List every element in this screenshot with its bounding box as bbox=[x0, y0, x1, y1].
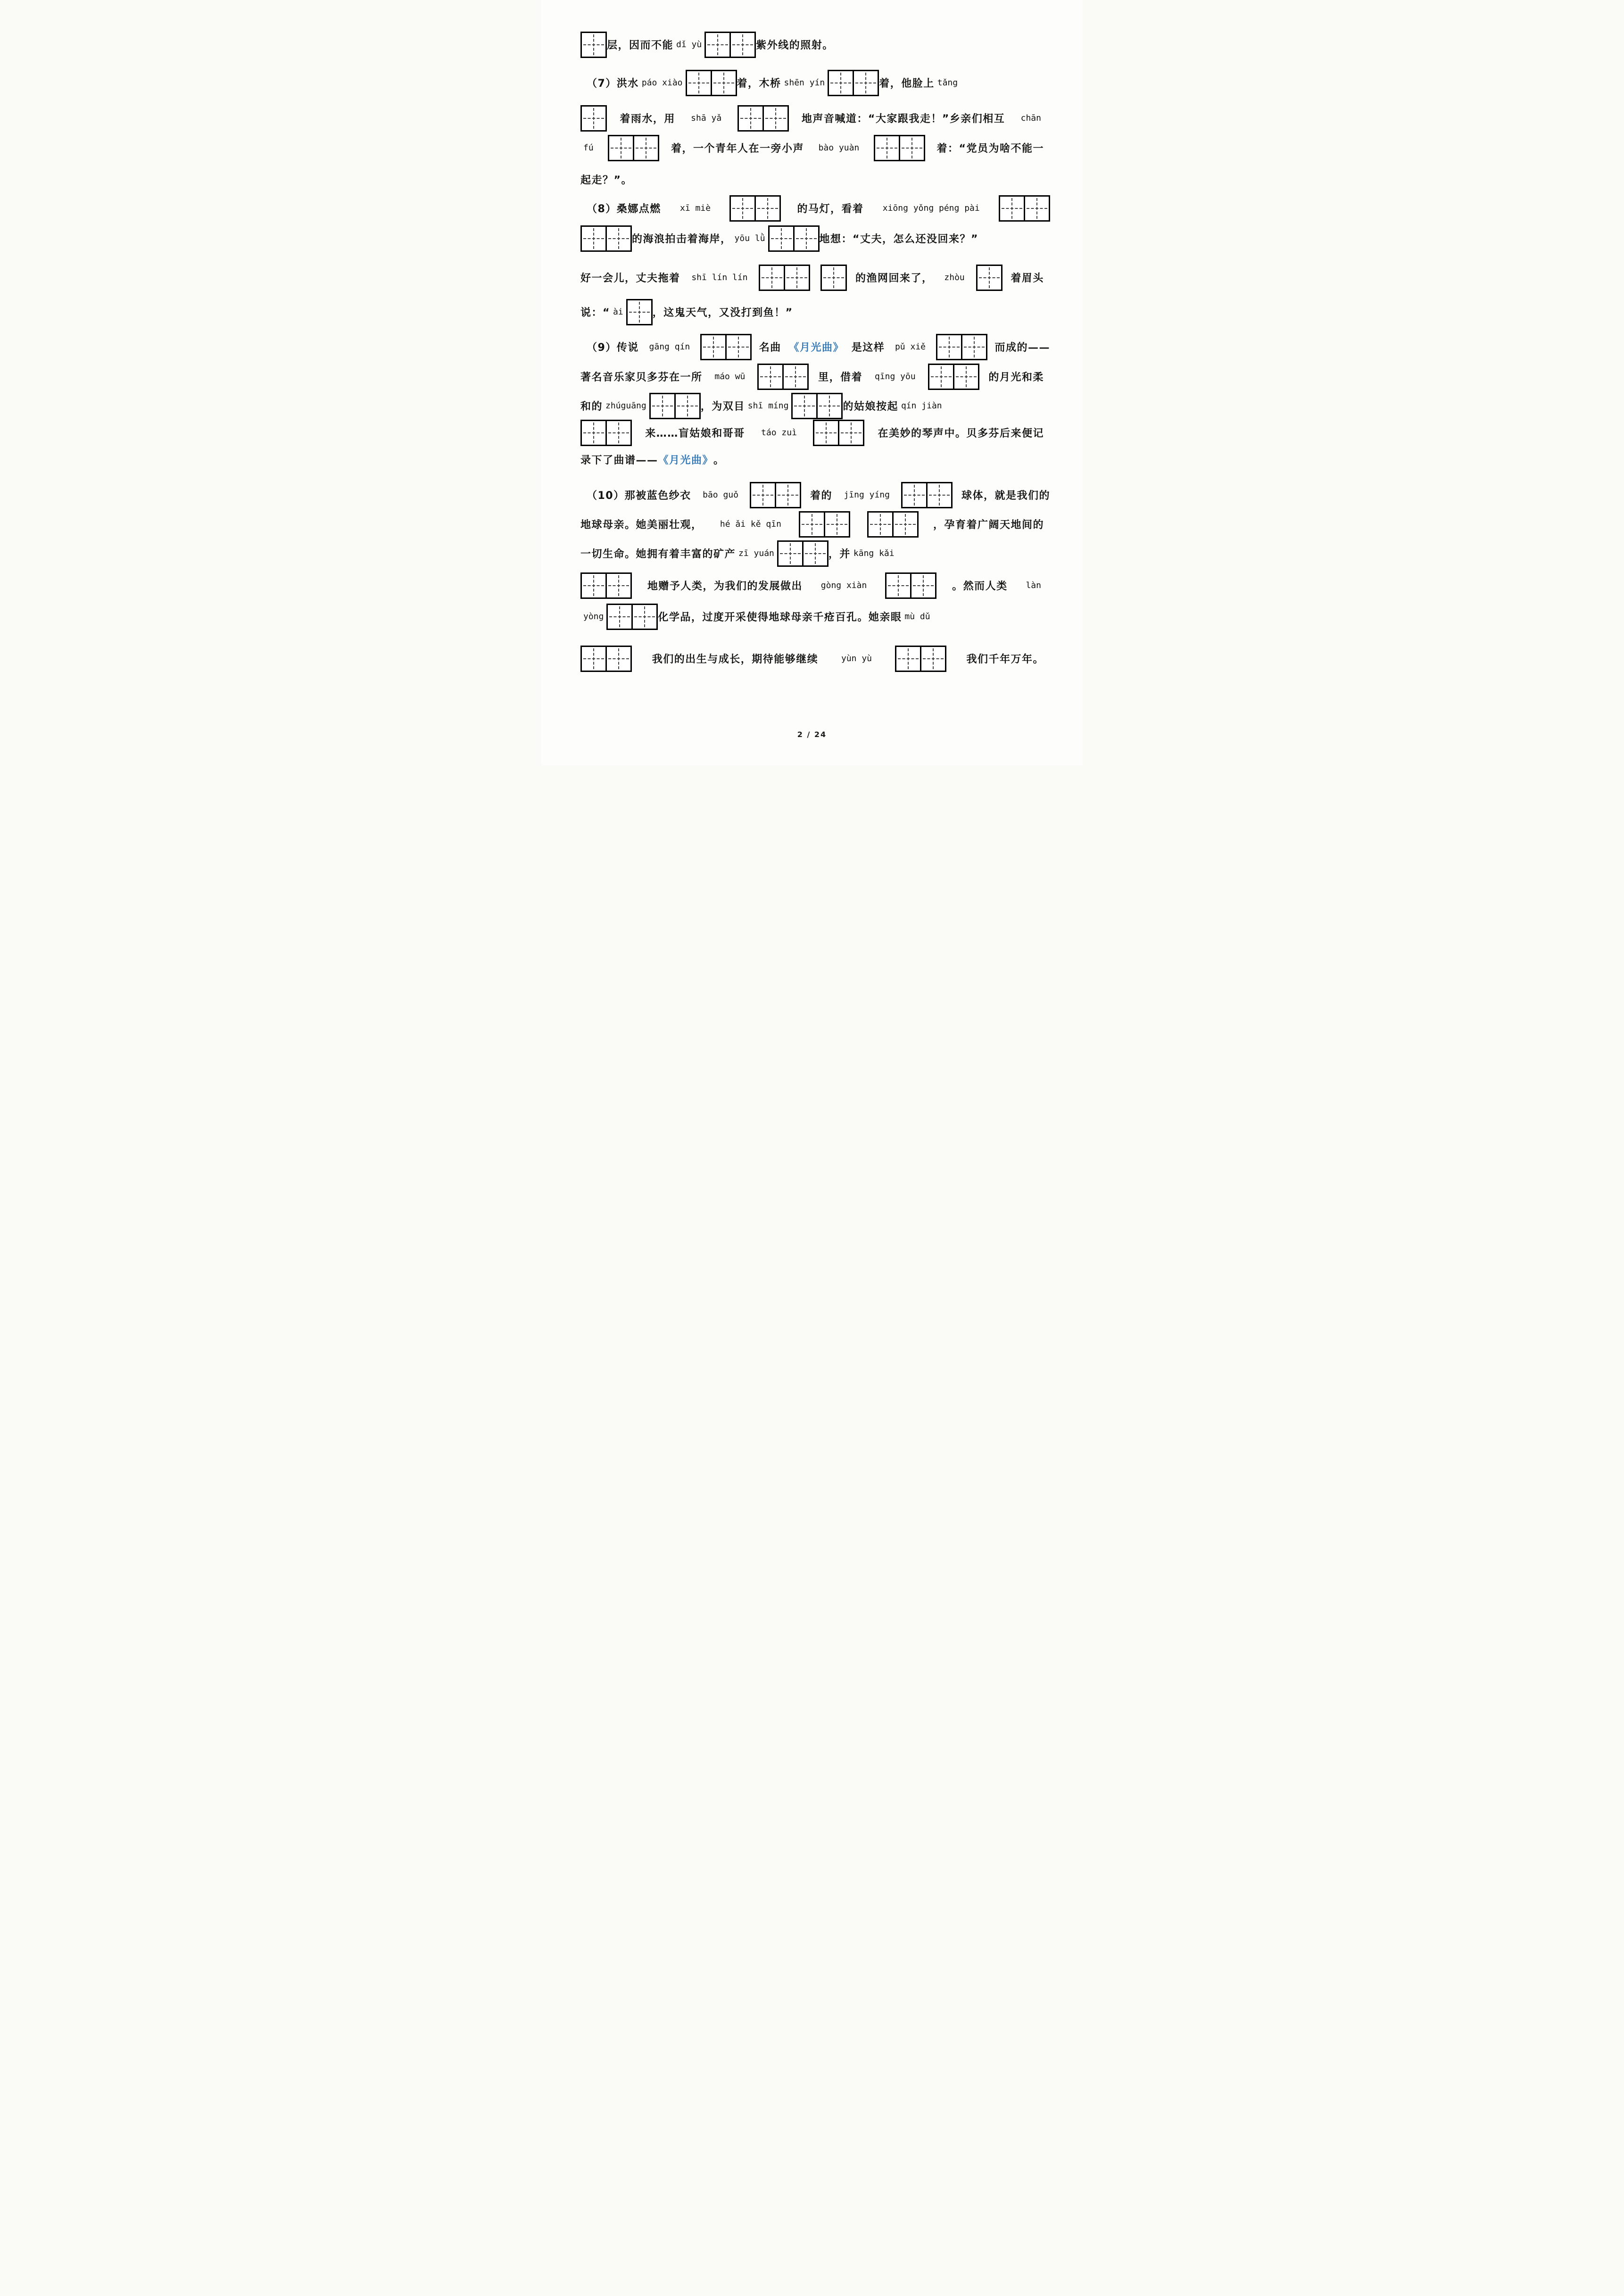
pinyin-text: fú bbox=[583, 143, 594, 153]
answer-boxes bbox=[580, 225, 632, 252]
answer-box-cell bbox=[953, 365, 978, 389]
chinese-text: 我们千年万年。 bbox=[966, 654, 1044, 665]
answer-boxes bbox=[999, 195, 1050, 222]
answer-boxes bbox=[606, 604, 658, 630]
answer-box-cell bbox=[816, 394, 841, 418]
answer-boxes bbox=[686, 70, 737, 96]
chinese-text: 和的 bbox=[580, 401, 603, 413]
song-title-text: 《月光曲》 bbox=[658, 455, 714, 466]
answer-boxes bbox=[737, 105, 789, 132]
pinyin-text: xiōng yǒng péng pài bbox=[882, 203, 980, 213]
answer-box-cell bbox=[725, 335, 750, 359]
chinese-text: ，并 bbox=[828, 548, 851, 560]
chinese-text: ，为双目 bbox=[700, 401, 745, 413]
pinyin-text: kāng kǎi bbox=[853, 548, 895, 558]
pinyin-text: yùn yù bbox=[841, 654, 872, 663]
chinese-text: 着，他脸上 bbox=[879, 78, 935, 90]
answer-box-cell bbox=[887, 574, 910, 597]
answer-box-cell bbox=[706, 33, 729, 57]
answer-box-cell bbox=[800, 513, 824, 536]
answer-boxes bbox=[895, 646, 946, 672]
text-line bbox=[580, 442, 1044, 477]
chinese-text: 球体，就是我们的 bbox=[961, 490, 1050, 502]
pinyin-text: qín jiàn bbox=[901, 401, 942, 411]
answer-boxes bbox=[820, 265, 847, 291]
answer-box-cell bbox=[631, 605, 656, 629]
answer-boxes bbox=[704, 32, 756, 58]
chinese-text: 在美妙的琴声中。贝多芬后来便记 bbox=[878, 428, 1044, 439]
answer-box-cell bbox=[853, 71, 878, 95]
text-line bbox=[580, 536, 1044, 571]
chinese-text: 的姑娘按起 bbox=[843, 401, 898, 413]
answer-box-cell bbox=[687, 71, 711, 95]
answer-box-cell bbox=[926, 483, 951, 507]
chinese-text: 的海浪拍击着海岸， bbox=[632, 233, 732, 245]
chinese-text: ，孕育着广阔天地间的 bbox=[933, 519, 1044, 531]
chinese-text: 紫外线的照射。 bbox=[756, 40, 834, 51]
answer-boxes bbox=[777, 540, 829, 567]
answer-box-cell bbox=[937, 335, 961, 359]
answer-boxes bbox=[799, 511, 850, 538]
pinyin-text: gāng qín bbox=[649, 342, 690, 352]
answer-box-cell bbox=[628, 300, 651, 324]
answer-box-cell bbox=[609, 136, 633, 160]
answer-box-cell bbox=[729, 33, 754, 57]
pinyin-text: zhòu bbox=[944, 273, 965, 282]
pinyin-text: jīng yíng bbox=[844, 490, 890, 500]
answer-boxes bbox=[874, 135, 925, 161]
answer-box-cell bbox=[824, 513, 849, 536]
chinese-text: 我们的出生与成长，期待能够继续 bbox=[652, 654, 819, 665]
chinese-text: 说：“ bbox=[580, 307, 610, 319]
text-line bbox=[580, 191, 1050, 225]
chinese-text: 着眉头 bbox=[1011, 273, 1044, 284]
text-line bbox=[580, 641, 1044, 676]
answer-box-cell bbox=[978, 266, 1001, 290]
answer-box-cell bbox=[814, 421, 838, 445]
answer-box-cell bbox=[759, 365, 782, 389]
answer-box-cell bbox=[582, 647, 605, 671]
answer-boxes bbox=[580, 572, 632, 599]
chinese-text: ，这鬼天气，又没打到鱼！” bbox=[652, 307, 793, 319]
answer-box-cell bbox=[754, 197, 779, 220]
answer-boxes bbox=[768, 225, 820, 252]
chinese-text: 的月光和柔 bbox=[988, 372, 1044, 383]
answer-box-cell bbox=[1024, 197, 1049, 220]
pinyin-text: yòng bbox=[583, 612, 604, 622]
answer-boxes bbox=[936, 334, 987, 360]
answer-box-cell bbox=[633, 136, 658, 160]
answer-box-cell bbox=[910, 574, 935, 597]
answer-box-cell bbox=[1000, 197, 1024, 220]
answer-box-cell bbox=[784, 266, 809, 290]
answer-boxes bbox=[976, 265, 1003, 291]
answer-boxes bbox=[828, 70, 879, 96]
answer-boxes bbox=[759, 265, 810, 291]
chinese-text: 里，借着 bbox=[818, 372, 863, 383]
answer-box-cell bbox=[779, 542, 802, 565]
answer-box-cell bbox=[762, 107, 787, 130]
answer-box-cell bbox=[582, 227, 605, 250]
chinese-text: 地想：“丈夫，怎么还没回来？” bbox=[819, 233, 978, 245]
answer-box-cell bbox=[961, 335, 986, 359]
answer-box-cell bbox=[896, 647, 920, 671]
answer-boxes bbox=[729, 195, 781, 222]
answer-box-cell bbox=[674, 394, 699, 418]
answer-boxes bbox=[626, 299, 653, 325]
pinyin-text: táo zuì bbox=[761, 428, 797, 438]
song-title-text: 《月光曲》 bbox=[788, 342, 844, 354]
chinese-text: 而成的—— bbox=[994, 342, 1050, 354]
chinese-text: 化学品，过度开采使得地球母亲千疮百孔。她亲眼 bbox=[658, 612, 902, 623]
worksheet-page bbox=[541, 0, 1083, 765]
pinyin-text: tǎng bbox=[937, 78, 958, 88]
chinese-text: 。 bbox=[713, 455, 725, 466]
pinyin-text: dǐ yù bbox=[676, 40, 702, 50]
answer-box-cell bbox=[838, 421, 863, 445]
pinyin-text: hé ǎi kě qīn bbox=[720, 519, 781, 529]
text-line bbox=[580, 599, 1044, 634]
chinese-text: 着的 bbox=[810, 490, 832, 502]
answer-box-cell bbox=[775, 483, 800, 507]
chinese-text: （7）洪水 bbox=[587, 78, 639, 90]
answer-box-cell bbox=[822, 266, 845, 290]
answer-boxes bbox=[580, 105, 607, 132]
pinyin-text: bào yuàn bbox=[818, 143, 860, 153]
answer-box-cell bbox=[892, 513, 917, 536]
chinese-text: 着雨水，用 bbox=[620, 113, 675, 125]
answer-box-cell bbox=[739, 107, 762, 130]
answer-box-cell bbox=[608, 605, 631, 629]
chinese-text: 层，因而不能 bbox=[607, 40, 674, 51]
text-line bbox=[580, 295, 1044, 329]
answer-boxes bbox=[580, 32, 607, 58]
pinyin-text: yōu lǜ bbox=[734, 233, 765, 243]
answer-box-cell bbox=[869, 513, 892, 536]
answer-box-cell bbox=[702, 335, 725, 359]
chinese-text: 一切生命。她拥有着丰富的矿产 bbox=[580, 548, 736, 560]
answer-box-cell bbox=[760, 266, 784, 290]
text-line bbox=[580, 221, 1044, 256]
answer-box-cell bbox=[582, 421, 605, 445]
pinyin-text: gòng xiàn bbox=[820, 580, 867, 590]
chinese-text: 地赠予人类，为我们的发展做出 bbox=[647, 580, 803, 592]
chinese-text: 好一会儿，丈夫拖着 bbox=[580, 273, 680, 284]
chinese-text: 地声音喊道：“大家跟我走！”乡亲们相互 bbox=[801, 113, 1005, 125]
answer-box-cell bbox=[651, 394, 674, 418]
chinese-text: 的马灯，看着 bbox=[797, 203, 864, 215]
text-line bbox=[580, 27, 1044, 62]
answer-box-cell bbox=[770, 227, 793, 250]
answer-box-cell bbox=[605, 227, 630, 250]
answer-box-cell bbox=[751, 483, 775, 507]
answer-boxes bbox=[700, 334, 752, 360]
pinyin-text: shī lín lín bbox=[691, 273, 748, 282]
chinese-text: 著名音乐家贝多芬在一所 bbox=[580, 372, 703, 383]
answer-box-cell bbox=[782, 365, 807, 389]
answer-box-cell bbox=[903, 483, 926, 507]
pinyin-text: máo wū bbox=[714, 372, 746, 381]
pinyin-text: qīng yōu bbox=[875, 372, 916, 381]
answer-boxes bbox=[757, 364, 809, 390]
answer-box-cell bbox=[582, 574, 605, 597]
chinese-text: （8）桑娜点燃 bbox=[587, 203, 661, 215]
pinyin-text: mù dǔ bbox=[904, 612, 930, 622]
answer-box-cell bbox=[605, 421, 630, 445]
pinyin-text: shēn yín bbox=[784, 78, 825, 88]
pinyin-text: chān bbox=[1020, 113, 1041, 123]
answer-boxes bbox=[750, 482, 801, 508]
answer-box-cell bbox=[711, 71, 736, 95]
text-line bbox=[580, 66, 1050, 100]
page-number: 2 / 24 bbox=[797, 730, 827, 739]
answer-box-cell bbox=[829, 71, 853, 95]
text-line bbox=[580, 131, 1044, 165]
answer-box-cell bbox=[920, 647, 945, 671]
chinese-text: 来……盲姑娘和哥哥 bbox=[645, 428, 745, 439]
answer-boxes bbox=[580, 646, 632, 672]
pinyin-text: làn bbox=[1026, 580, 1041, 590]
pinyin-text: zī yuán bbox=[738, 548, 774, 558]
pinyin-text: zhúguāng bbox=[605, 401, 646, 411]
pinyin-text: bāo guǒ bbox=[703, 490, 738, 500]
chinese-text: 地球母亲。她美丽壮观， bbox=[580, 519, 703, 531]
chinese-text: 是这样 bbox=[851, 342, 885, 354]
chinese-text: 起走？”。 bbox=[580, 174, 632, 186]
answer-box-cell bbox=[875, 136, 899, 160]
answer-boxes bbox=[928, 364, 979, 390]
answer-boxes bbox=[885, 572, 936, 599]
chinese-text: 名曲 bbox=[759, 342, 781, 354]
answer-box-cell bbox=[582, 107, 605, 130]
chinese-text: 着，一个青年人在一旁小声 bbox=[671, 143, 804, 155]
answer-box-cell bbox=[605, 647, 630, 671]
chinese-text: 着：“党员为啥不能一 bbox=[936, 143, 1044, 155]
chinese-text: （10）那被蓝色纱衣 bbox=[587, 490, 691, 502]
answer-box-cell bbox=[802, 542, 827, 565]
pinyin-text: xī miè bbox=[680, 203, 711, 213]
pinyin-text: pǔ xiě bbox=[895, 342, 926, 352]
chinese-text: 录下了曲谱—— bbox=[580, 455, 658, 466]
pinyin-text: shā yǎ bbox=[691, 113, 722, 123]
chinese-text: 。然而人类 bbox=[952, 580, 1008, 592]
pinyin-text: shī míng bbox=[747, 401, 789, 411]
answer-boxes bbox=[901, 482, 953, 508]
chinese-text: 的渔网回来了， bbox=[855, 273, 933, 284]
text-line bbox=[580, 568, 1044, 603]
answer-box-cell bbox=[605, 574, 630, 597]
pinyin-text: páo xiào bbox=[641, 78, 683, 88]
answer-box-cell bbox=[582, 33, 605, 57]
answer-box-cell bbox=[731, 197, 754, 220]
chinese-text: （9）传说 bbox=[587, 342, 639, 354]
answer-box-cell bbox=[793, 394, 816, 418]
text-line bbox=[580, 260, 1044, 295]
chinese-text: 着，木桥 bbox=[737, 78, 781, 90]
answer-boxes bbox=[608, 135, 659, 161]
answer-box-cell bbox=[899, 136, 924, 160]
answer-box-cell bbox=[793, 227, 818, 250]
answer-box-cell bbox=[929, 365, 953, 389]
pinyin-text: ài bbox=[613, 307, 623, 317]
answer-boxes bbox=[867, 511, 919, 538]
